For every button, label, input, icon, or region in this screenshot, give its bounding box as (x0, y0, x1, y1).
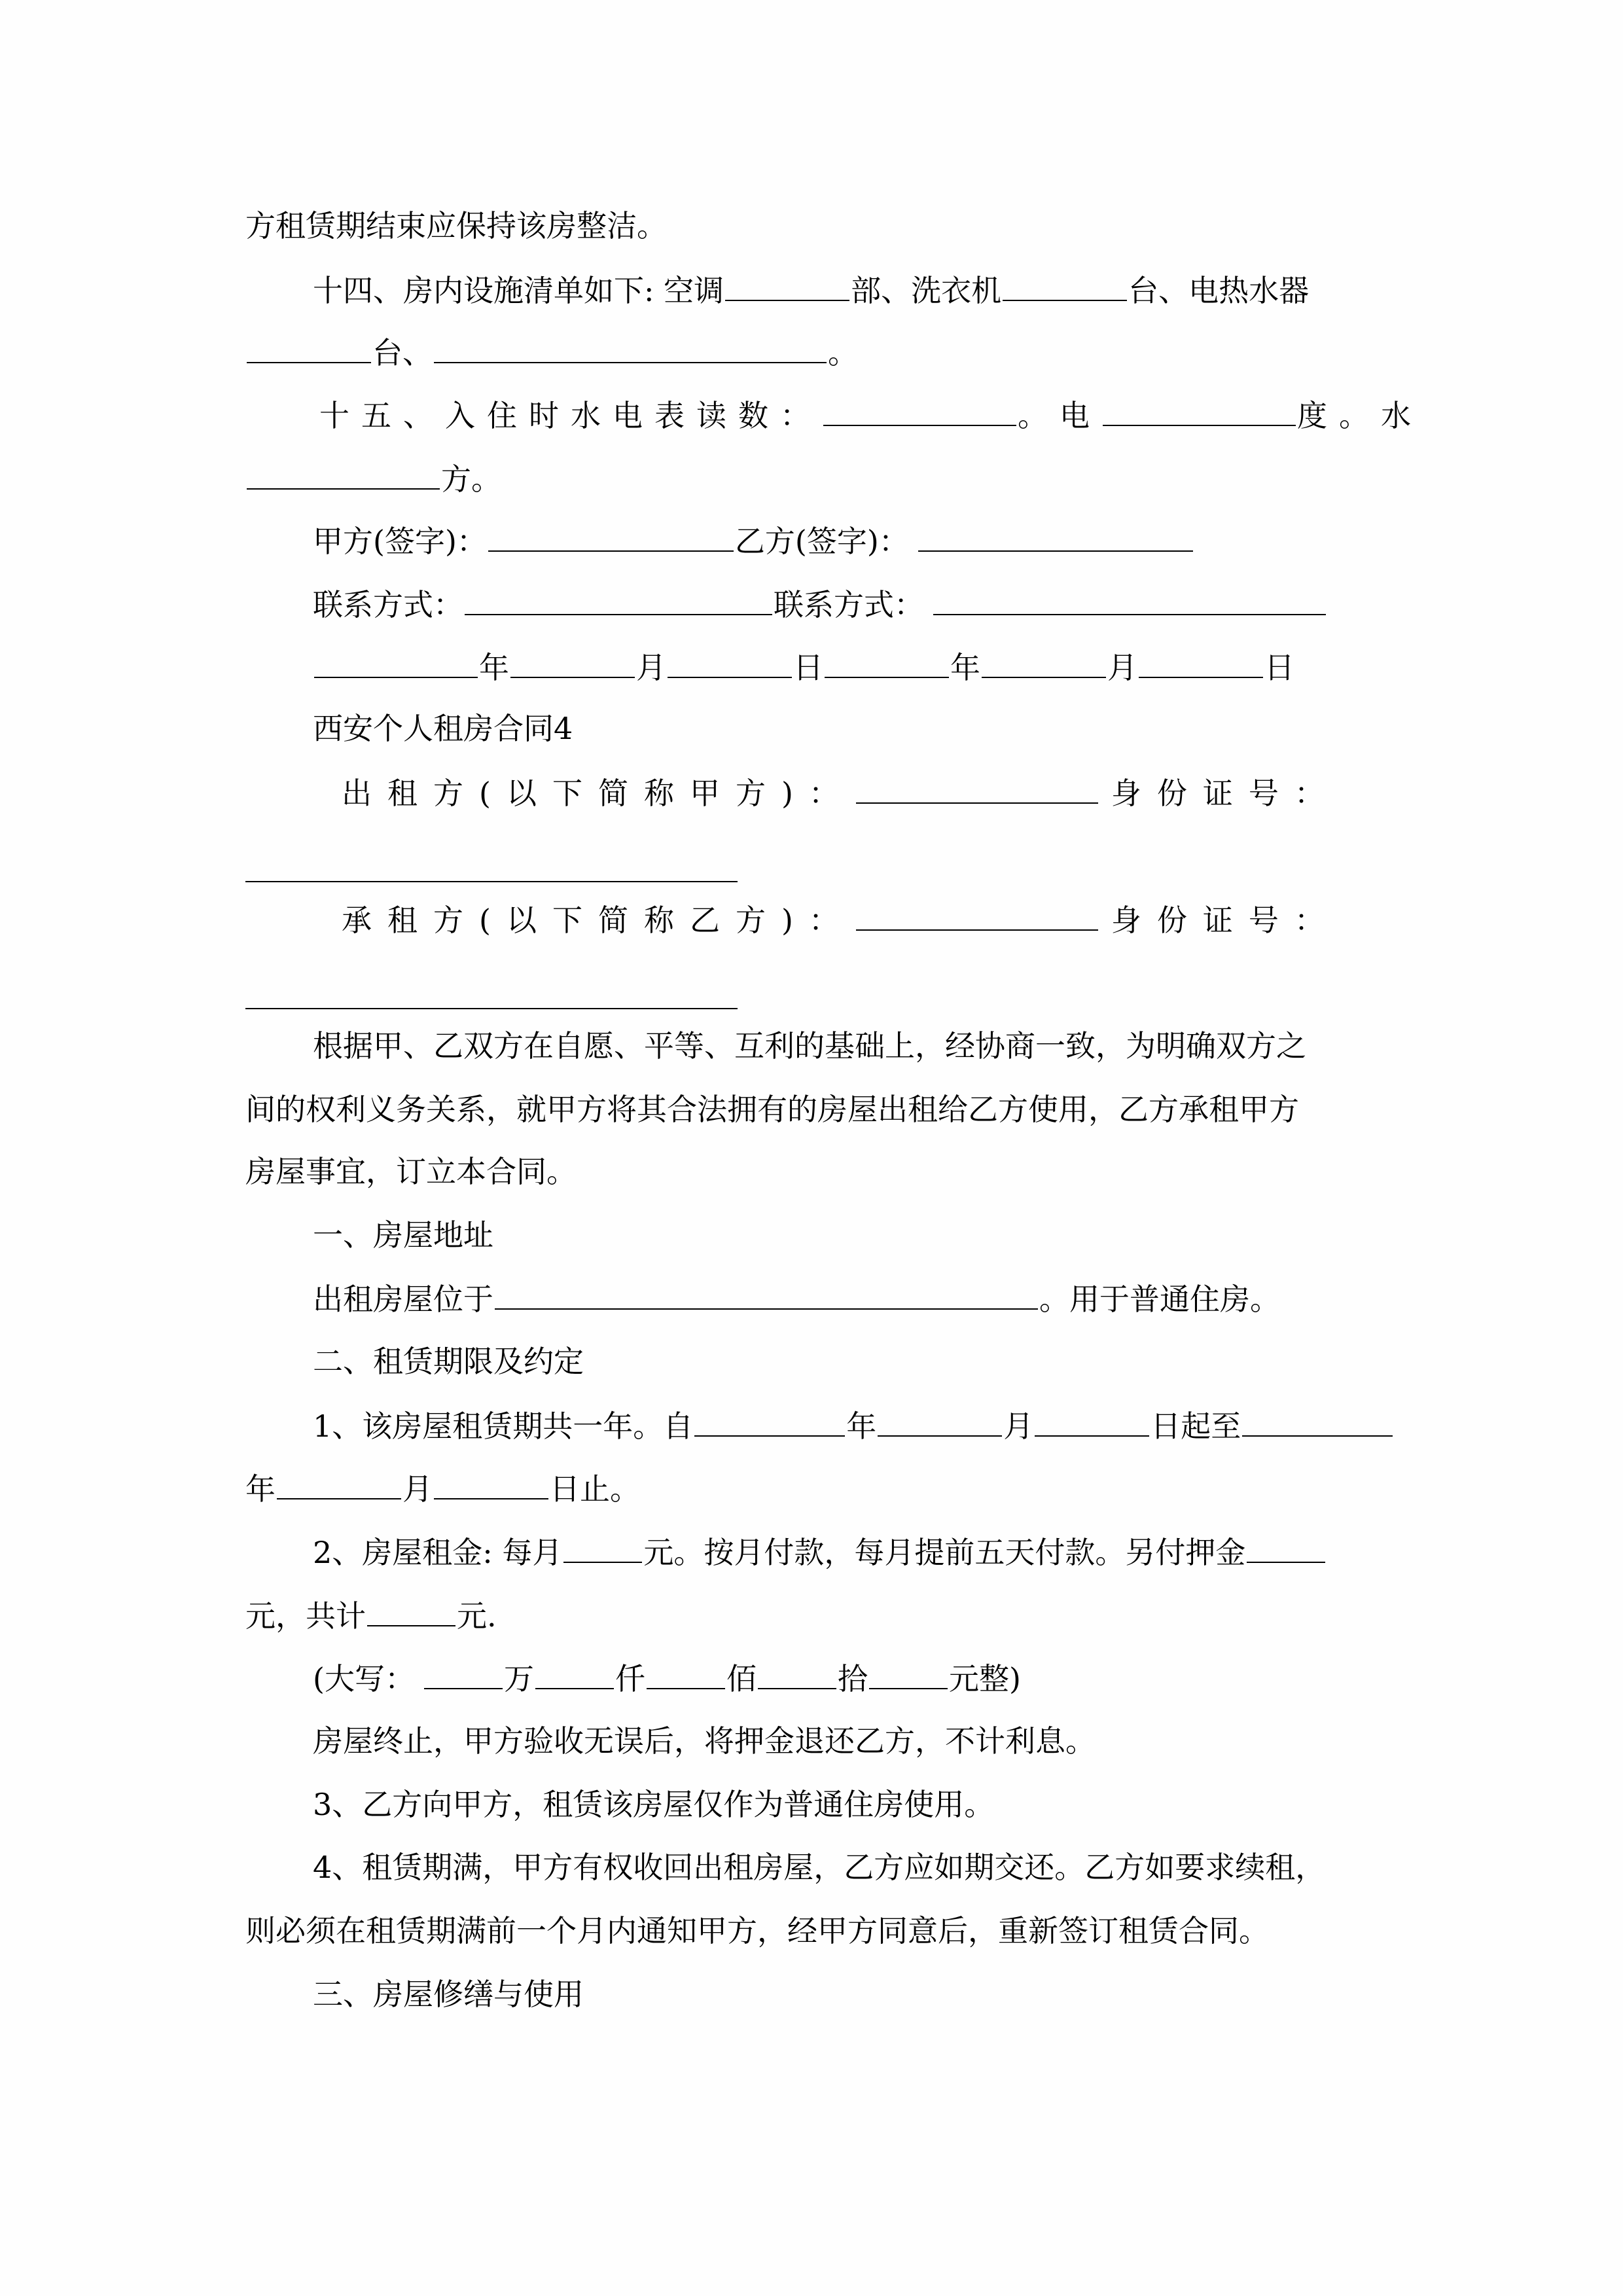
end-day-blank[interactable] (434, 1468, 548, 1499)
text: 台、 (372, 335, 433, 370)
total-amount-blank[interactable] (367, 1595, 455, 1626)
property-address-blank[interactable] (495, 1278, 1038, 1310)
text: 月 (1107, 650, 1137, 685)
text: 。 (828, 335, 858, 370)
clause-term (313, 1405, 1394, 1446)
date-line (313, 647, 1294, 687)
other-facility-blank[interactable] (434, 332, 827, 363)
text: 元. (457, 1598, 497, 1634)
party-b-contact-blank[interactable] (933, 584, 1326, 615)
start-day-blank[interactable] (1035, 1405, 1149, 1437)
clause-4-line-2 (245, 1911, 1269, 1950)
text: 日起至 (1150, 1408, 1241, 1444)
text: 1、该房屋租赁期共一年。自 (313, 1408, 694, 1444)
clause-rent (313, 1532, 1327, 1572)
section-1-address (313, 1278, 1280, 1319)
text: 三、房屋修缮与使用 (313, 1977, 584, 2012)
washer-count-blank[interactable] (1003, 270, 1127, 301)
paragraph-cleanliness-end (245, 206, 667, 245)
qian-blank[interactable] (535, 1658, 614, 1689)
capital-amount-line (313, 1658, 1021, 1698)
text: 。电 (1018, 398, 1101, 433)
deposit-blank[interactable] (1247, 1532, 1325, 1563)
text: 则必须在租赁期满前一个月内通知甲方，经甲方同意后，重新签订租赁合同。 (245, 1913, 1269, 1948)
text: 年 (846, 1408, 877, 1444)
lessee-id-label: 身份证号： (1111, 903, 1340, 938)
meter-reading-blank[interactable] (823, 395, 1016, 426)
text: 月 (636, 650, 666, 685)
party-b-day-blank[interactable] (1139, 647, 1263, 678)
text: 3、乙方向甲方，租赁该房屋仅作为普通住房使用。 (313, 1787, 995, 1822)
text: 出租房屋位于 (313, 1282, 493, 1317)
text: 。用于普通住房。 (1039, 1282, 1280, 1317)
text: 月 (1003, 1408, 1034, 1444)
contract-title (313, 709, 573, 748)
party-a-signature-label: 甲方(签字)： (313, 524, 487, 559)
clause-rent-continued (245, 1595, 497, 1636)
lessor-label: 出租方(以下简称甲方)： (342, 776, 855, 811)
clause-15-meter-readings (319, 395, 1423, 435)
text: 根据甲、乙双方在自愿、平等、互利的基础上，经协商一致，为明确双方之 (313, 1028, 1306, 1064)
deposit-refund-line (313, 1721, 1096, 1761)
text: 元。按月付款，每月提前五天付款。另付押金 (643, 1535, 1246, 1570)
clause-4-line-1 (313, 1848, 1325, 1887)
party-b-signature-label: 乙方(签字)： (734, 524, 909, 559)
party-b-contact-label: 联系方式： (774, 587, 924, 622)
text: 月 (402, 1471, 433, 1507)
text: 拾 (837, 1661, 868, 1696)
section-3-heading (313, 1975, 584, 2014)
clause-14-facilities (313, 270, 1309, 310)
preamble-line-1 (313, 1026, 1306, 1066)
bai-blank[interactable] (647, 1658, 725, 1689)
text: (大写： (313, 1661, 415, 1696)
party-b-year-blank[interactable] (825, 647, 949, 678)
water-reading-blank[interactable] (247, 458, 440, 490)
heater-count-blank[interactable] (247, 332, 371, 363)
text: 方。 (441, 461, 501, 497)
text: 间的权利义务关系，就甲方将其合法拥有的房屋出租给乙方使用，乙方承租甲方 (245, 1092, 1299, 1127)
text: 佰 (726, 1661, 757, 1696)
clause-15-continued (245, 458, 501, 499)
text: 十五、入住时水电表读数： (319, 398, 822, 433)
party-a-day-blank[interactable] (668, 647, 792, 678)
text: 房屋终止，甲方验收无误后，将押金退还乙方，不计利息。 (313, 1723, 1096, 1759)
text: 日 (793, 650, 823, 685)
party-a-contact-blank[interactable] (465, 584, 772, 615)
text: 年 (245, 1471, 276, 1507)
end-year-blank[interactable] (1242, 1405, 1393, 1437)
lessor-id-label: 身份证号： (1111, 776, 1340, 811)
wan-blank[interactable] (424, 1658, 503, 1689)
text: 西安个人租房合同4 (313, 711, 573, 746)
ac-count-blank[interactable] (725, 270, 849, 301)
lessor-id-blank[interactable] (245, 881, 738, 882)
start-month-blank[interactable] (878, 1405, 1002, 1437)
clause-14-continued (245, 332, 858, 372)
party-a-signature-blank[interactable] (488, 520, 734, 552)
party-a-year-blank[interactable] (314, 647, 478, 678)
signature-line (313, 520, 1194, 561)
text: 仟 (615, 1661, 645, 1696)
end-month-blank[interactable] (277, 1468, 401, 1499)
preamble-line-2 (245, 1090, 1299, 1129)
start-year-blank[interactable] (694, 1405, 845, 1437)
text: 4、租赁期满，甲方有权收回出租房屋，乙方应如期交还。乙方如要求续租， (313, 1850, 1326, 1885)
shi-blank[interactable] (758, 1658, 836, 1689)
text: 一、房屋地址 (313, 1217, 493, 1253)
text: 元整) (948, 1661, 1021, 1696)
lessee-name-blank[interactable] (856, 899, 1098, 931)
text: 部、洗衣机 (851, 273, 1002, 308)
text: 万 (503, 1661, 534, 1696)
party-b-signature-blank[interactable] (918, 520, 1193, 552)
preamble-line-3 (245, 1152, 577, 1191)
yuan-blank[interactable] (869, 1658, 948, 1689)
text: 年 (950, 650, 980, 685)
electricity-reading-blank[interactable] (1103, 395, 1296, 426)
contact-line (313, 584, 1327, 624)
text: 元，共计 (245, 1598, 366, 1634)
text: 日 (1264, 650, 1294, 685)
text: 方租赁期结束应保持该房整洁。 (245, 208, 667, 243)
lessee-id-blank[interactable] (245, 1008, 738, 1009)
text: 年 (479, 650, 509, 685)
section-2-heading (313, 1342, 584, 1381)
lessee-line (342, 899, 1340, 940)
monthly-rent-blank[interactable] (563, 1532, 642, 1563)
party-a-month-blank[interactable] (510, 647, 635, 678)
text: 房屋事宜，订立本合同。 (245, 1154, 577, 1189)
clause-3 (313, 1785, 994, 1824)
party-b-month-blank[interactable] (982, 647, 1106, 678)
text: 十四、房内设施清单如下: 空调 (313, 273, 724, 308)
lessee-label: 承租方(以下简称乙方)： (342, 903, 855, 938)
text: 2、房屋租金: 每月 (313, 1535, 563, 1570)
text: 二、租赁期限及约定 (313, 1344, 584, 1379)
text: 台、电热水器 (1128, 273, 1310, 308)
clause-term-continued (245, 1468, 640, 1509)
text: 日止。 (550, 1471, 640, 1507)
lessor-line (342, 772, 1340, 813)
lessor-name-blank[interactable] (856, 772, 1098, 804)
party-a-contact-label: 联系方式： (313, 587, 463, 622)
text: 度。水 (1297, 398, 1423, 433)
section-1-heading (313, 1215, 493, 1255)
